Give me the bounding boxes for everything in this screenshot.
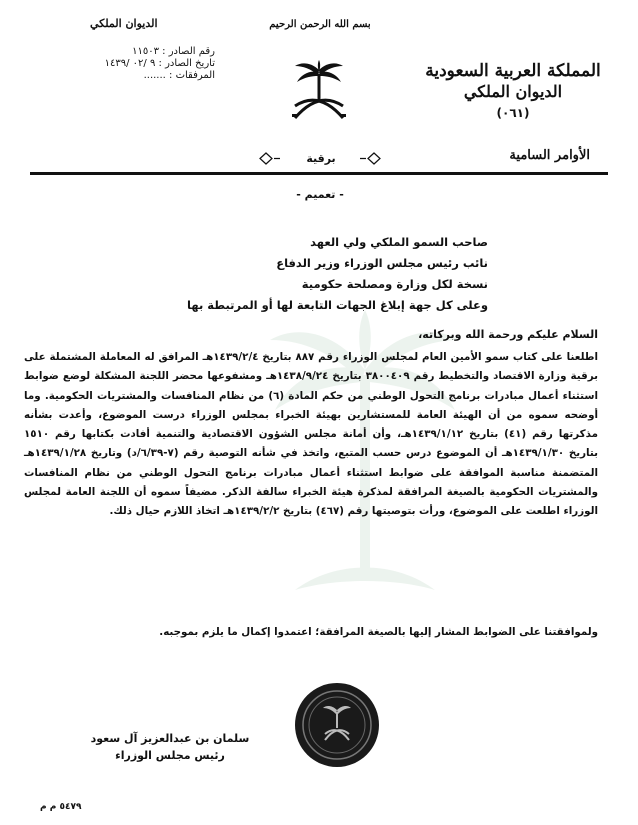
saudi-emblem-icon [287, 60, 351, 124]
addressee-line: نائب رئيس مجلس الوزراء وزير الدفاع [276, 256, 488, 270]
kingdom-name: المملكة العربية السعودية [425, 61, 601, 81]
royal-court-name: الديوان الملكي [463, 82, 563, 101]
greeting: السلام عليكم ورحمة الله وبركاته، [418, 328, 598, 341]
royal-seal-icon [292, 680, 382, 770]
addressee-block [148, 232, 488, 316]
letter-closing: ولموافقتنا على الضوابط المشار إليها بالصيغة المرافقة؛ اعتمدوا إكمال ما يلزم بموجبه. [159, 626, 598, 638]
signature-block [90, 730, 250, 764]
letterhead-left-office: الديوان الملكي [90, 17, 158, 30]
addressee-line: صاحب السمو الملكي ولي العهد [310, 235, 488, 249]
letter-metadata [95, 46, 215, 82]
addressee-line: وعلى كل جهة إبلاغ الجهات التابعة لها أو المرتبطة بها [187, 298, 488, 312]
attachments: المرفقات : ....... [143, 70, 215, 81]
telegram-label: برقية [306, 152, 336, 165]
office-number: (٠٦١) [496, 106, 530, 120]
royal-orders-label: الأوامر السامية [509, 148, 590, 163]
signatory-title: رئيس مجلس الوزراء [115, 749, 225, 762]
outgoing-date: تاريخ الصادر : ٩ /٠٢ /١٤٣٩ [104, 58, 215, 69]
basmala: بسم الله الرحمن الرحيم [269, 19, 371, 30]
addressee-line: نسخة لكل وزارة ومصلحة حكومية [301, 277, 488, 291]
signatory-name: سلمان بن عبدالعزيز آل سعود [90, 732, 250, 745]
footer-code: ٥٤٧٩ م م [40, 802, 82, 812]
letterhead-right [418, 60, 608, 120]
letter-body: اطلعنا على كتاب سمو الأمين العام لمجلس الوزراء رقم ٨٨٧ بتاريخ ١٤٣٩/٢/٤هـ المرافق له المعاملة المشتملة على برقية وزارة الاقتصاد والتخطيط رقم ٣٨٠٠٤٠٩ بتاريخ ١٤٣٨/٩/٢٤هـ ومشفوعها محضر اللجنة المشكلة لوضع ضوابط استثناء أعمال مبادرات برنامج التحول الوطني من حكم المادة (٦) من نظام المنافسات والمشتريات الحكومية. وما أوضحه سموه من أن الهيئة العامة للمستشارين بهيئة الخبراء بمجلس الوزراء درست الموضوع، وأعدت بشأنه مذكرتها رقم (٤١) بتاريخ ١٤٣٩/١/١٢هـ، وأن أمانة مجلس الشؤون الاقتصادية والتنمية أفادت بكتابها رقم ١٥١٠ بتاريخ ١٤٣٩/١/٣٠هـ أن الموضوع درس حسب المتبع، واتخذ في شأنه التوصية رقم (٧-٦/٣٩/د) وتاريخ ١٤٣٩/١/٢٨هـ المتضمنة مناسبة الموافقة على ضوابط استثناء أعمال مبادرات برنامج التحول الوطني من نظام المنافسات والمشتريات الحكومية بالصيغة المرافقة لمذكرة هيئة الخبراء سالفة الذكر. مضيفاً سموه أن اللجنة العامة لمجلس الوزراء اطلعت على الموضوع، ورأت بتوصيتها رقم (٤٦٧) بتاريخ ١٤٣٩/٢/٢هـ اتخاذ اللازم حيال ذلك. [24, 351, 598, 518]
outgoing-number: رقم الصادر : ١١٥٠٣ [132, 46, 215, 57]
header-divider [30, 172, 608, 175]
document-type: - تعميم - [296, 188, 344, 201]
